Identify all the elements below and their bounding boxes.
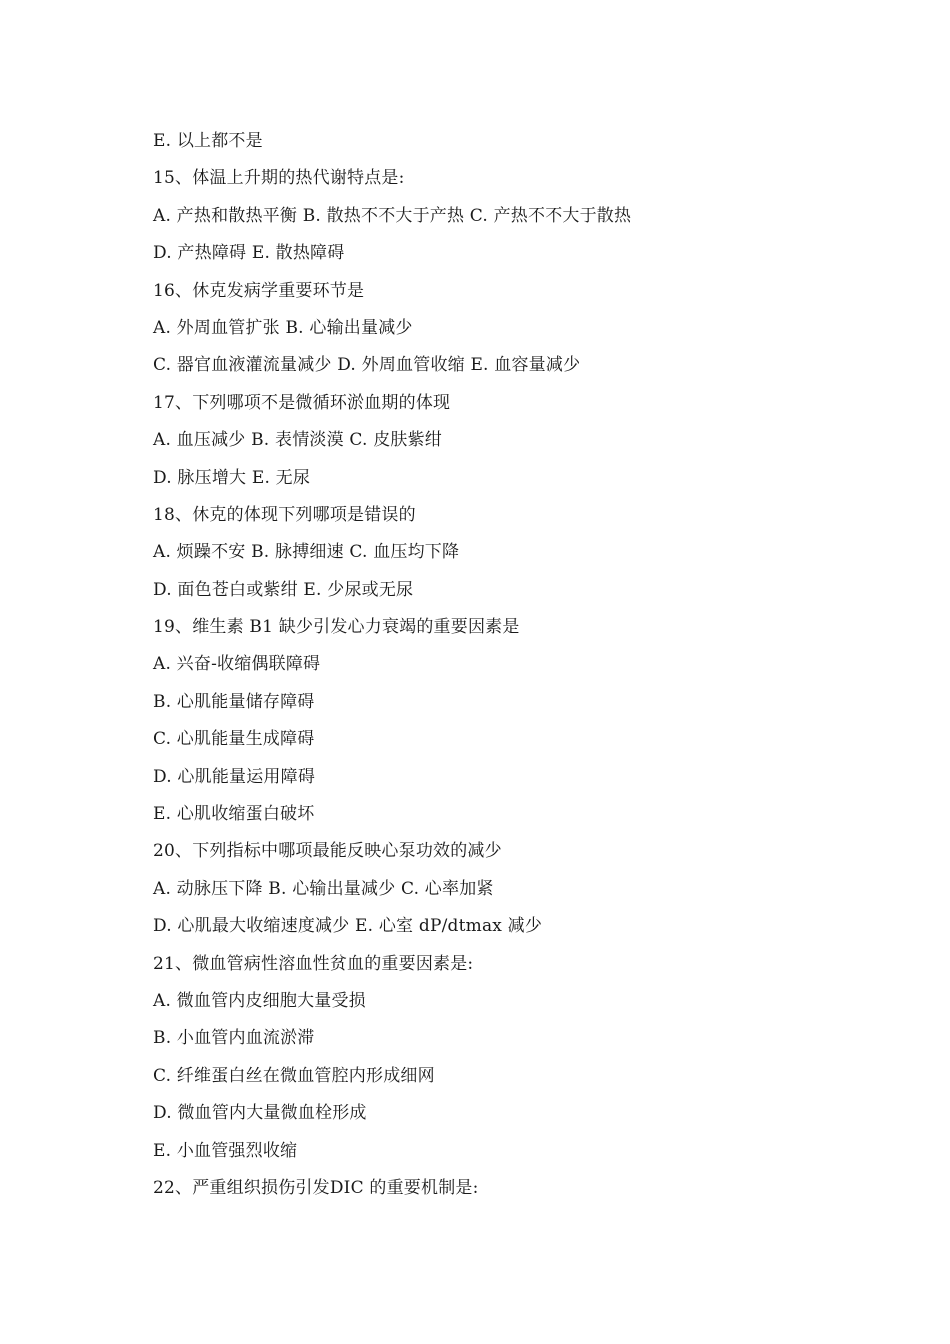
option-line: A. 烦躁不安 B. 脉搏细速 C. 血压均下降	[153, 542, 460, 563]
question-16: 16、休克发病学重要环节是	[153, 280, 365, 301]
option-line: E. 心肌收缩蛋白破坏	[153, 804, 315, 825]
option-line: E. 以上都不是	[153, 131, 263, 151]
question-21: 21、微血管病性溶血性贫血的重要因素是:	[153, 953, 474, 974]
option-line: A. 兴奋-收缩偶联障碍	[153, 654, 321, 675]
option-line: E. 小血管强烈收缩	[153, 1140, 298, 1161]
option-line: A. 动脉压下降 B. 心输出量减少 C. 心率加紧	[153, 878, 494, 899]
question-22: 22、严重组织损伤引发DIC 的重要机制是:	[153, 1177, 479, 1198]
option-line: D. 心肌能量运用障碍	[153, 766, 316, 787]
option-line: C. 纤维蛋白丝在微血管腔内形成细网	[153, 1065, 435, 1086]
question-20: 20、下列指标中哪项最能反映心泵功效的减少	[153, 841, 502, 862]
option-line: B. 小血管内血流淤滞	[153, 1028, 315, 1049]
question-17: 17、下列哪项不是微循环淤血期的体现	[153, 392, 451, 413]
option-line: C. 器官血液灌流量减少 D. 外周血管收缩 E. 血容量减少	[153, 355, 581, 376]
option-line: A. 外周血管扩张 B. 心输出量减少	[153, 317, 413, 338]
question-19: 19、维生素 B1 缺少引发心力衰竭的重要因素是	[153, 617, 520, 638]
option-line: A. 血压减少 B. 表情淡漠 C. 皮肤紫绀	[153, 430, 443, 451]
option-line: D. 微血管内大量微血栓形成	[153, 1103, 367, 1124]
option-line: D. 心肌最大收缩速度减少 E. 心室 dP/dtmax 减少	[153, 916, 543, 937]
option-line: C. 心肌能量生成障碍	[153, 729, 315, 750]
option-line: D. 面色苍白或紫绀 E. 少尿或无尿	[153, 579, 414, 600]
option-line: A. 微血管内皮细胞大量受损	[153, 990, 366, 1011]
option-line: A. 产热和散热平衡 B. 散热不不大于产热 C. 产热不不大于散热	[153, 205, 632, 226]
question-18: 18、休克的体现下列哪项是错误的	[153, 504, 416, 525]
document-body	[153, 123, 853, 1207]
option-line: D. 产热障碍 E. 散热障碍	[153, 243, 345, 264]
option-line: D. 脉压增大 E. 无尿	[153, 467, 311, 488]
question-15: 15、体温上升期的热代谢特点是:	[153, 168, 405, 189]
option-line: B. 心肌能量储存障碍	[153, 691, 315, 712]
